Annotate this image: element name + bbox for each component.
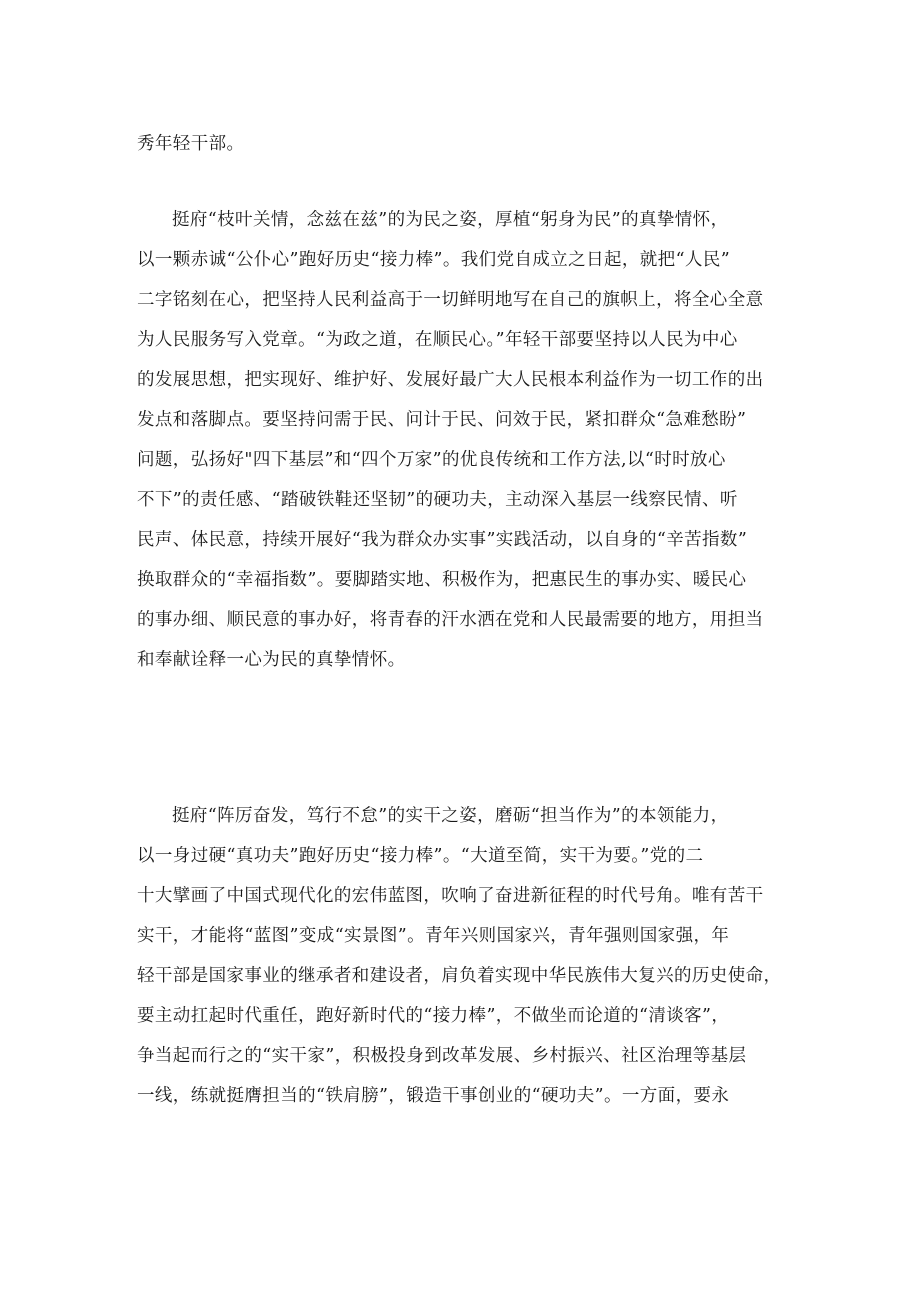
- paragraph-2-line-7: 问题，弘扬好"四下基层”和“四个万家”的优良传统和工作方法,以“时时放心: [137, 450, 726, 470]
- paragraph-1-line-1: 秀年轻干部。: [137, 134, 245, 154]
- paragraph-3-line-7: 争当起而行之的“实干家”，积极投身到改革发展、乡村振兴、社区治理等基层: [137, 1046, 747, 1066]
- paragraph-2-line-8: 不下”的责任感、“踏破铁鞋还坚韧”的硬功夫，主动深入基层一线察民情、听: [137, 490, 738, 510]
- paragraph-2-line-3: 二字铭刻在心，把坚持人民利益高于一切鲜明地写在自己的旗帜上，将全心全意: [137, 290, 764, 310]
- paragraph-2-line-4: 为人民服务写入党章。“为政之道，在顺民心。”年轻干部要坚持以人民为中心: [137, 330, 738, 350]
- paragraph-2-line-9: 民声、体民意，持续开展好“我为群众办实事”实践活动，以自身的“辛苦指数”: [137, 530, 748, 550]
- paragraph-2-line-1: 挺府“枝叶关情，念兹在兹”的为民之姿，厚植“躬身为民”的真挚情怀，: [172, 210, 729, 230]
- paragraph-3-line-2: 以一身过硬“真功夫”跑好历史“接力棒”。“大道至简，实干为要。”党的二: [137, 846, 704, 866]
- paragraph-3-line-6: 要主动扛起时代重任，跑好新时代的“接力棒”，不做坐而论道的“清谈客”，: [137, 1006, 730, 1026]
- paragraph-2-line-6: 发点和落脚点。要坚持问需于民、问计于民、问效于民，紧扣群众“急难愁盼”: [137, 410, 747, 430]
- paragraph-2-line-10: 换取群众的“幸福指数”。要脚踏实地、积极作为，把惠民生的事办实、暖民心: [137, 570, 747, 590]
- paragraph-2-line-11: 的事办细、顺民意的事办好，将青春的汗水洒在党和人民最需要的地方，用担当: [137, 610, 764, 630]
- paragraph-3-line-5: 轻干部是国家事业的继承者和建设者，肩负着实现中华民族伟大复兴的历史使命，: [137, 966, 782, 986]
- paragraph-3-line-1: 挺府“阵厉奋发，笃行不怠”的实干之姿，磨砺“担当作为”的本领能力，: [172, 806, 729, 826]
- paragraph-2-line-12: 和奉献诠释一心为民的真挚情怀。: [137, 650, 406, 670]
- paragraph-3-line-3: 十大擘画了中国式现代化的宏伟蓝图，吹响了奋进新征程的时代号角。唯有苦干: [137, 886, 764, 906]
- paragraph-2-line-5: 的发展思想，把实现好、维护好、发展好最广大人民根本利益作为一切工作的出: [137, 370, 764, 390]
- paragraph-3-line-8: 一线，练就挺膺担当的“铁肩膀”，锻造干事创业的“硬功夫”。一方面，要永: [137, 1086, 730, 1106]
- paragraph-2-line-2: 以一颗赤诚“公仆心”跑好历史“接力棒”。我们党自成立之日起，就把“人民”: [137, 250, 731, 270]
- paragraph-3-line-4: 实干，才能将“蓝图”变成“实景图”。青年兴则国家兴，青年强则国家强，年: [137, 926, 730, 946]
